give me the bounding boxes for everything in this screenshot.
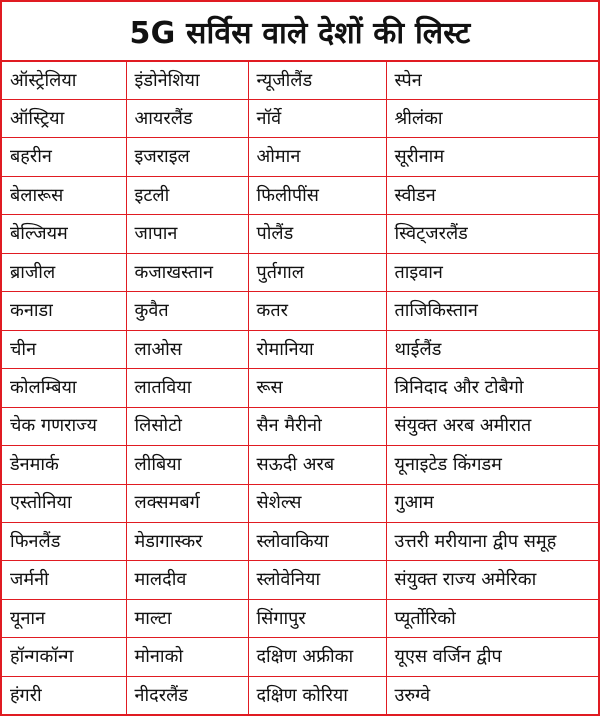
country-cell: कुवैत (126, 292, 248, 330)
country-cell: मेडागास्कर (126, 523, 248, 561)
country-cell: आयरलैंड (126, 100, 248, 138)
country-cell: डेनमार्क (2, 446, 126, 484)
country-cell: ताइवान (386, 253, 598, 291)
country-cell: पोलैंड (248, 215, 386, 253)
country-cell: कनाडा (2, 292, 126, 330)
country-cell: ताजिकिस्तान (386, 292, 598, 330)
country-cell: यूनान (2, 599, 126, 637)
country-cell: मालदीव (126, 561, 248, 599)
table-row (2, 369, 598, 407)
country-cell: ऑस्ट्रिया (2, 100, 126, 138)
country-cell: सऊदी अरब (248, 446, 386, 484)
country-table (2, 62, 598, 714)
country-cell: नॉर्वे (248, 100, 386, 138)
country-cell: स्विट्जरलैंड (386, 215, 598, 253)
country-cell: कोलम्बिया (2, 369, 126, 407)
table-row (2, 215, 598, 253)
country-cell: दक्षिण कोरिया (248, 676, 386, 714)
table-row (2, 676, 598, 714)
country-cell: सिंगापुर (248, 599, 386, 637)
table-row (2, 62, 598, 100)
country-cell: लातविया (126, 369, 248, 407)
country-cell: सूरीनाम (386, 138, 598, 176)
table-row (2, 138, 598, 176)
country-cell: चेक गणराज्य (2, 407, 126, 445)
country-cell: सैन मैरीनो (248, 407, 386, 445)
table-row (2, 523, 598, 561)
country-cell: हंगरी (2, 676, 126, 714)
table-row (2, 330, 598, 368)
country-cell: कजाखस्तान (126, 253, 248, 291)
country-cell: इटली (126, 176, 248, 214)
table-row (2, 253, 598, 291)
country-cell: माल्टा (126, 599, 248, 637)
country-cell: संयुक्त अरब अमीरात (386, 407, 598, 445)
table-row (2, 100, 598, 138)
country-cell: प्यूर्तोरिको (386, 599, 598, 637)
country-cell: ब्राजील (2, 253, 126, 291)
country-cell: सेशेल्स (248, 484, 386, 522)
country-cell: रूस (248, 369, 386, 407)
country-cell: स्लोवाकिया (248, 523, 386, 561)
country-cell: न्यूजीलैंड (248, 62, 386, 100)
page-title: 5G सर्विस वाले देशों की लिस्ट (129, 15, 471, 51)
table-row (2, 407, 598, 445)
country-cell: फिनलैंड (2, 523, 126, 561)
table-row (2, 292, 598, 330)
country-cell: त्रिनिदाद और टोबैगो (386, 369, 598, 407)
table-row (2, 446, 598, 484)
country-cell: ओमान (248, 138, 386, 176)
country-cell: लाओस (126, 330, 248, 368)
country-cell: बहरीन (2, 138, 126, 176)
country-cell: स्पेन (386, 62, 598, 100)
table-row (2, 176, 598, 214)
country-cell: संयुक्त राज्य अमेरिका (386, 561, 598, 599)
country-cell: कतर (248, 292, 386, 330)
table-row (2, 599, 598, 637)
country-cell: उत्तरी मरीयाना द्वीप समूह (386, 523, 598, 561)
country-cell: नीदरलैंड (126, 676, 248, 714)
country-cell: दक्षिण अफ्रीका (248, 638, 386, 676)
country-cell: थाईलैंड (386, 330, 598, 368)
table-row (2, 638, 598, 676)
country-cell: हॉन्गकॉन्ग (2, 638, 126, 676)
country-cell: स्वीडन (386, 176, 598, 214)
country-cell: यूएस वर्जिन द्वीप (386, 638, 598, 676)
country-cell: इंडोनेशिया (126, 62, 248, 100)
country-cell: जापान (126, 215, 248, 253)
country-table-body (2, 62, 598, 714)
country-cell: उरुग्वे (386, 676, 598, 714)
country-cell: रोमानिया (248, 330, 386, 368)
country-cell: गुआम (386, 484, 598, 522)
country-cell: लीबिया (126, 446, 248, 484)
country-cell: बेल्जियम (2, 215, 126, 253)
table-row (2, 561, 598, 599)
table-row (2, 484, 598, 522)
country-cell: एस्तोनिया (2, 484, 126, 522)
country-cell: स्लोवेनिया (248, 561, 386, 599)
country-cell: पुर्तगाल (248, 253, 386, 291)
country-cell: चीन (2, 330, 126, 368)
country-cell: यूनाइटेड किंगडम (386, 446, 598, 484)
country-cell: श्रीलंका (386, 100, 598, 138)
country-cell: इजराइल (126, 138, 248, 176)
country-cell: जर्मनी (2, 561, 126, 599)
country-cell: बेलारूस (2, 176, 126, 214)
country-cell: फिलीपींस (248, 176, 386, 214)
country-cell: लिसोटो (126, 407, 248, 445)
country-cell: मोनाको (126, 638, 248, 676)
country-cell: ऑस्ट्रेलिया (2, 62, 126, 100)
country-cell: लक्समबर्ग (126, 484, 248, 522)
